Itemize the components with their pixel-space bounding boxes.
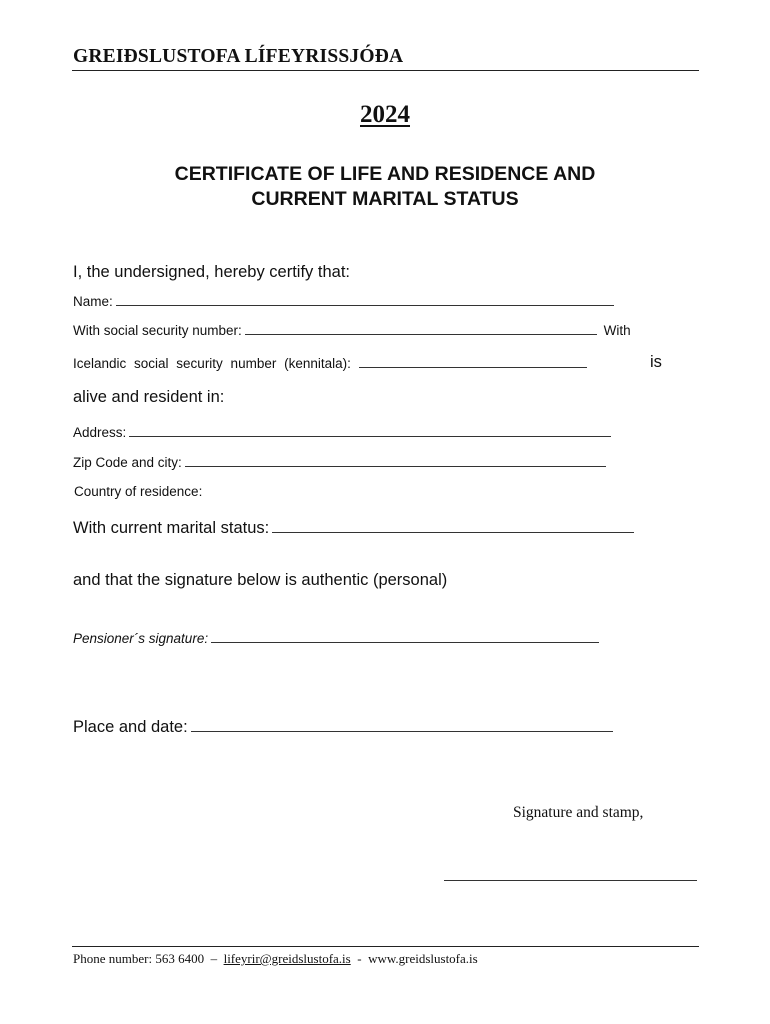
country-label: Country of residence:: [74, 484, 203, 499]
marital-row: [73, 518, 634, 538]
place-date-label: Place and date:: [73, 718, 188, 736]
signature-stamp-label: Signature and stamp,: [513, 804, 644, 821]
marital-field[interactable]: [272, 518, 634, 533]
organization-name: GREIÐSLUSTOFA LÍFEYRISSJÓÐA: [73, 46, 404, 67]
ssn-field[interactable]: [245, 322, 597, 335]
document-title: [0, 162, 770, 212]
zip-row: [73, 454, 606, 470]
name-row: [73, 293, 614, 309]
authentic-text: and that the signature below is authentic (personal): [73, 571, 448, 589]
address-label: Address:: [73, 425, 127, 440]
title-line-2: CURRENT MARITAL STATUS: [251, 188, 519, 210]
kennitala-suffix: is: [650, 353, 662, 371]
footer-rule: [72, 946, 699, 947]
ssn-suffix: With: [603, 323, 631, 338]
ssn-row: [73, 322, 631, 338]
intro-text: I, the undersigned, hereby certify that:: [73, 263, 350, 281]
footer: [73, 951, 478, 967]
name-label: Name:: [73, 294, 113, 309]
pensioner-signature-row: [73, 630, 599, 646]
place-date-field[interactable]: [191, 717, 613, 732]
footer-email-link[interactable]: lifeyrir@greidslustofa.is: [223, 951, 351, 966]
alive-text: alive and resident in:: [73, 388, 225, 406]
title-line-1: CERTIFICATE OF LIFE AND RESIDENCE AND: [174, 163, 596, 185]
place-date-row: [73, 717, 613, 737]
footer-dash: –: [210, 951, 218, 966]
kennitala-field[interactable]: [359, 355, 587, 368]
kennitala-label: Icelandic social security number (kennitala):: [73, 356, 351, 371]
address-field[interactable]: [129, 424, 611, 437]
footer-separator: -: [357, 951, 362, 966]
ssn-label: With social security number:: [73, 323, 242, 338]
footer-website[interactable]: www.greidslustofa.is: [368, 951, 478, 966]
zip-field[interactable]: [185, 454, 606, 467]
signature-stamp-line[interactable]: [444, 880, 697, 881]
kennitala-row: [73, 355, 587, 371]
marital-label: With current marital status:: [73, 519, 270, 537]
document-year: 2024: [360, 101, 410, 128]
pensioner-signature-field[interactable]: [211, 630, 599, 643]
name-field[interactable]: [116, 293, 614, 306]
pensioner-signature-label: Pensioner´s signature:: [73, 631, 209, 646]
zip-label: Zip Code and city:: [73, 455, 182, 470]
header-rule: [72, 70, 699, 71]
footer-phone: Phone number: 563 6400: [73, 951, 205, 966]
address-row: [73, 424, 611, 440]
